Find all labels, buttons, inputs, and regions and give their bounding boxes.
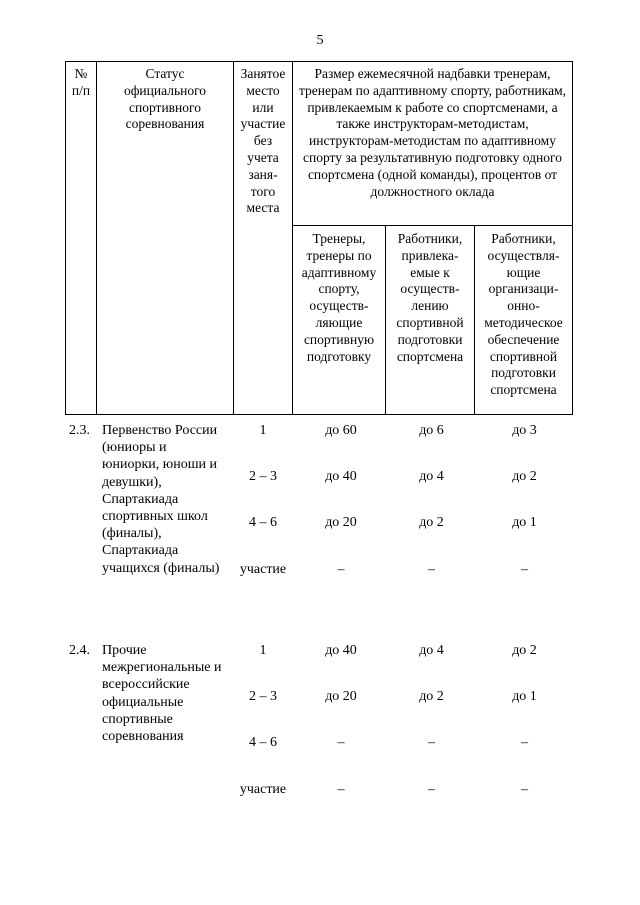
table-row	[65, 688, 573, 706]
table-row	[65, 514, 573, 532]
table-row	[65, 734, 573, 752]
trainers-value: до 60	[325, 423, 357, 438]
methodists-value: до 2	[512, 643, 537, 658]
trainers-value: –	[337, 562, 345, 577]
trainers-value: до 20	[325, 689, 357, 704]
header-place: Занятое место или участие без учета заня- того места	[233, 62, 292, 414]
table-row	[65, 642, 573, 660]
trainers-value: до 20	[325, 515, 357, 530]
header-workers: Работники, привлека- емые к осуществ- лению спортивной подготовки спортсмена	[385, 226, 474, 414]
header-subcolumns	[292, 226, 572, 414]
workers-value: до 6	[419, 423, 444, 438]
methodists-value: –	[521, 735, 528, 750]
page-number: 5	[316, 33, 324, 48]
section-title: Первенство России (юниоры и юниорки, юноши и девушки), Спартакиада спортивных школ (финалы), Спартакиада учащихся (финалы)	[102, 423, 220, 576]
header-trainers: Тренеры, тренеры по адаптивному спорту, осуществ- ляющие спортивную подготовку	[301, 231, 377, 364]
methodists-value: –	[521, 782, 528, 797]
place-cell: 1	[259, 423, 267, 438]
place-cell: 2 – 3	[249, 469, 277, 484]
header-bonus-size: Размер ежемесячной надбавки тренерам, тренерам по адаптивному спорту, работникам, привлекаемым к работе со спортсменами, а также инструкторам-методистам, инструкторам-методистам по адаптивному спорту за результативную подготовку одного спортсмена (одной команды), процентов от должностного оклада	[292, 62, 572, 226]
header-methodists: Работники, осуществля- ющие организаци- онно- методическое обеспечение спортивной подготовки спортсмена	[474, 226, 572, 414]
place-cell: 1	[259, 643, 267, 658]
section-number: 2.3.	[69, 423, 90, 438]
trainers-value: –	[337, 782, 345, 797]
place-cell: 2 – 3	[249, 689, 277, 704]
section-title: Прочие межрегиональные и всероссийские официальные спортивные соревнования	[102, 643, 222, 745]
methodists-value: до 2	[512, 469, 537, 484]
table-row	[65, 561, 573, 579]
header-number: № п/п	[71, 66, 91, 98]
workers-value: –	[428, 562, 435, 577]
place-cell: участие	[239, 562, 287, 577]
methodists-value: до 1	[512, 515, 537, 530]
table-header	[65, 61, 573, 415]
table-row	[65, 422, 573, 440]
header-status: Статус официального спортивного соревнования	[96, 62, 233, 414]
trainers-value: –	[337, 735, 345, 750]
place-cell: 4 – 6	[249, 515, 277, 530]
trainers-value: до 40	[325, 643, 357, 658]
methodists-value: –	[521, 562, 528, 577]
section-number: 2.4.	[69, 643, 90, 658]
workers-value: до 2	[419, 689, 444, 704]
trainers-value: до 40	[325, 469, 357, 484]
workers-value: до 4	[419, 469, 444, 484]
workers-value: –	[428, 782, 435, 797]
table-row	[65, 781, 573, 799]
place-cell: 4 – 6	[249, 735, 277, 750]
table-row	[65, 468, 573, 486]
workers-value: до 4	[419, 643, 444, 658]
workers-value: до 2	[419, 515, 444, 530]
workers-value: –	[428, 735, 435, 750]
place-cell: участие	[239, 782, 287, 797]
methodists-value: до 3	[512, 423, 537, 438]
methodists-value: до 1	[512, 689, 537, 704]
